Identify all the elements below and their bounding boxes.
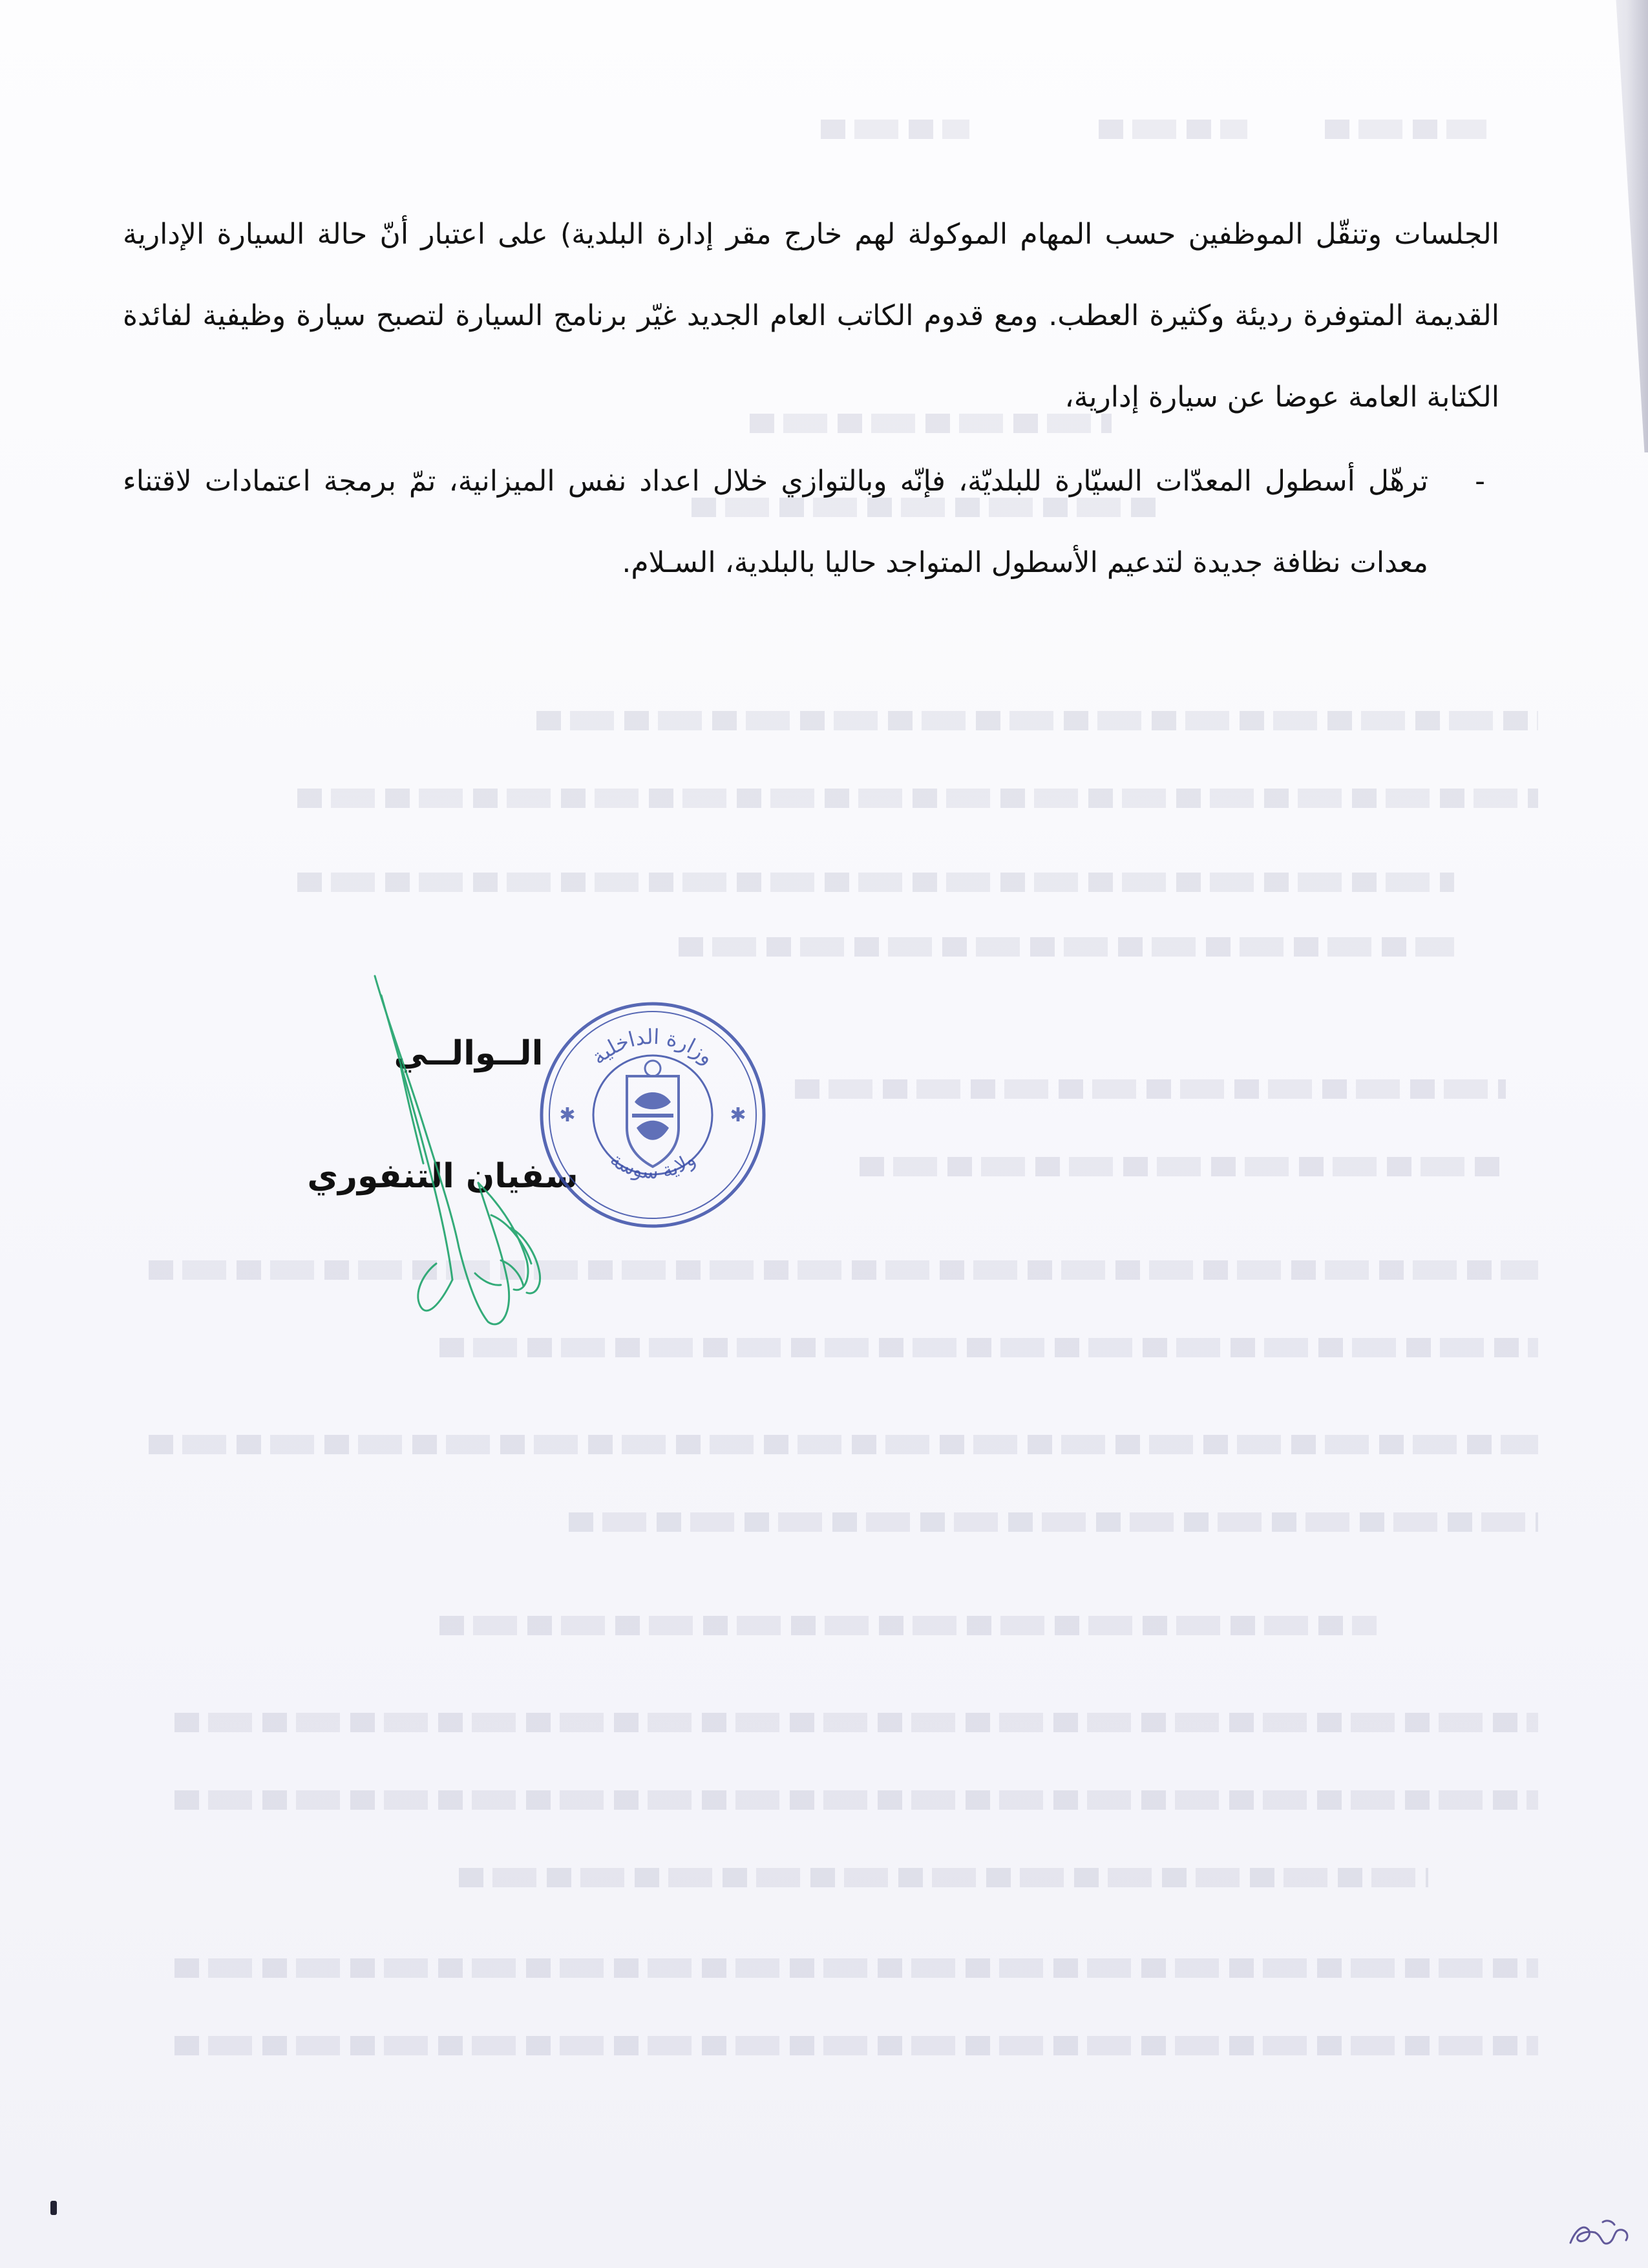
signatory-title: الــوالــي [394, 1034, 544, 1073]
svg-text:✱: ✱ [559, 1104, 576, 1127]
bullet-paragraph [123, 441, 1499, 604]
bullet-paragraph-text: ترهّل أسطول المعدّات السيّارة للبلديّة، فإنّه وبالتوازي خلال اعداد نفس الميزانية، تمّ برمجة اعتمادات لاقتناء معدات نظافة جديدة لتدعيم الأسطول المتواجد حاليا بالبلدية، السـلام. [123, 465, 1428, 579]
continuation-paragraph: الجلسات وتنقّل الموظفين حسب المهام الموكولة لهم خارج مقر إدارة البلدية) على اعتبار أنّ حالة السيارة الإدارية القديمة المتوفرة رديئة وكثيرة العطب. ومع قدوم الكاتب العام الجديد غيّر برنامج السيارة لتصبح سيارة وظيفية لفائدة الكتابة العامة عوضا عن سيارة إدارية، [123, 218, 1499, 414]
svg-text:وزارة الداخلية [586, 1024, 719, 1069]
scan-speck [50, 2201, 57, 2215]
official-stamp [530, 992, 776, 1238]
signatory-name: سفيان التنفوري [307, 1157, 578, 1196]
svg-text:✱: ✱ [730, 1104, 746, 1127]
handwritten-initials [1564, 2210, 1635, 2256]
letter-body [123, 194, 1499, 604]
handwritten-signature [362, 970, 556, 1331]
stamp-top-text: وزارة الداخلية [586, 1024, 719, 1070]
bullet-marker: - [1475, 465, 1485, 498]
stamp-emblem [559, 1061, 746, 1167]
page-curl-shadow [1577, 0, 1648, 452]
stamp-bottom-text: ولاية سوسة [606, 1148, 700, 1184]
